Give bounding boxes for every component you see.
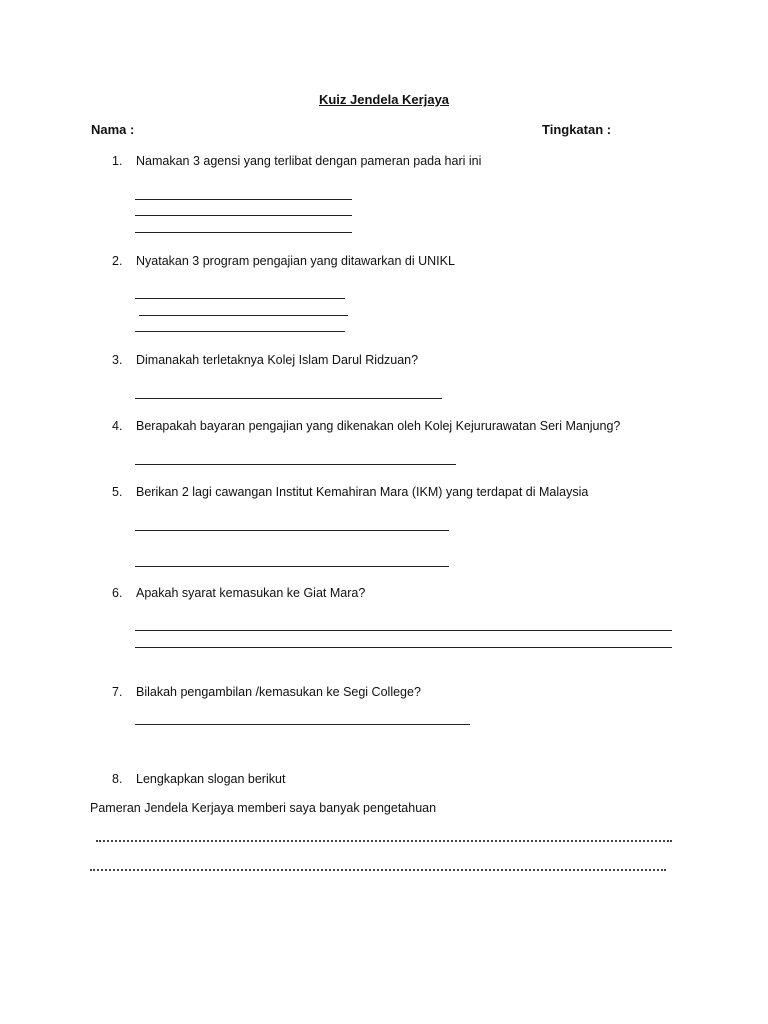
question-number: 6.: [112, 586, 123, 600]
answer-line[interactable]: [135, 298, 345, 299]
question-text: Namakan 3 agensi yang terlibat dengan pameran pada hari ini: [136, 154, 482, 168]
question-number: 2.: [112, 254, 123, 268]
answer-line[interactable]: [135, 464, 456, 465]
answer-line[interactable]: [135, 199, 352, 200]
question-number: 5.: [112, 485, 123, 499]
answer-line[interactable]: [135, 647, 672, 648]
answer-line[interactable]: [135, 630, 672, 631]
question-number: 1.: [112, 154, 123, 168]
question-1: [112, 153, 481, 169]
question-text: Berikan 2 lagi cawangan Institut Kemahiran Mara (IKM) yang terdapat di Malaysia: [136, 485, 589, 499]
question-text: Dimanakah terletaknya Kolej Islam Darul Ridzuan?: [136, 353, 419, 367]
question-5: [112, 484, 588, 500]
question-text: Apakah syarat kemasukan ke Giat Mara?: [136, 586, 366, 600]
question-4: [112, 418, 620, 434]
answer-line[interactable]: [135, 331, 345, 332]
question-text: Berapakah bayaran pengajian yang dikenakan oleh Kolej Kejururawatan Seri Manjung?: [136, 419, 621, 433]
question-7: [112, 684, 421, 700]
question-2: [112, 253, 455, 269]
question-number: 3.: [112, 353, 123, 367]
question-8: [112, 771, 285, 787]
page-title: Kuiz Jendela Kerjaya: [318, 92, 450, 107]
dotted-answer-line[interactable]: [90, 869, 666, 871]
name-label: Nama :: [91, 122, 135, 137]
dotted-answer-line[interactable]: [96, 840, 672, 842]
question-number: 4.: [112, 419, 123, 433]
question-3: [112, 352, 418, 368]
answer-line[interactable]: [135, 232, 352, 233]
question-number: 7.: [112, 685, 123, 699]
answer-line[interactable]: [139, 315, 348, 316]
answer-line[interactable]: [135, 530, 449, 531]
slogan-text: Pameran Jendela Kerjaya memberi saya banyak pengetahuan: [90, 801, 437, 815]
question-text: Bilakah pengambilan /kemasukan ke Segi College?: [136, 685, 421, 699]
answer-line[interactable]: [135, 566, 449, 567]
question-6: [112, 585, 365, 601]
answer-line[interactable]: [135, 724, 470, 725]
answer-line[interactable]: [135, 398, 442, 399]
form-level-label: Tingkatan :: [542, 122, 612, 137]
question-text: Nyatakan 3 program pengajian yang ditawarkan di UNIKL: [136, 254, 455, 268]
question-number: 8.: [112, 772, 123, 786]
question-text: Lengkapkan slogan berikut: [136, 772, 286, 786]
answer-line[interactable]: [135, 215, 352, 216]
